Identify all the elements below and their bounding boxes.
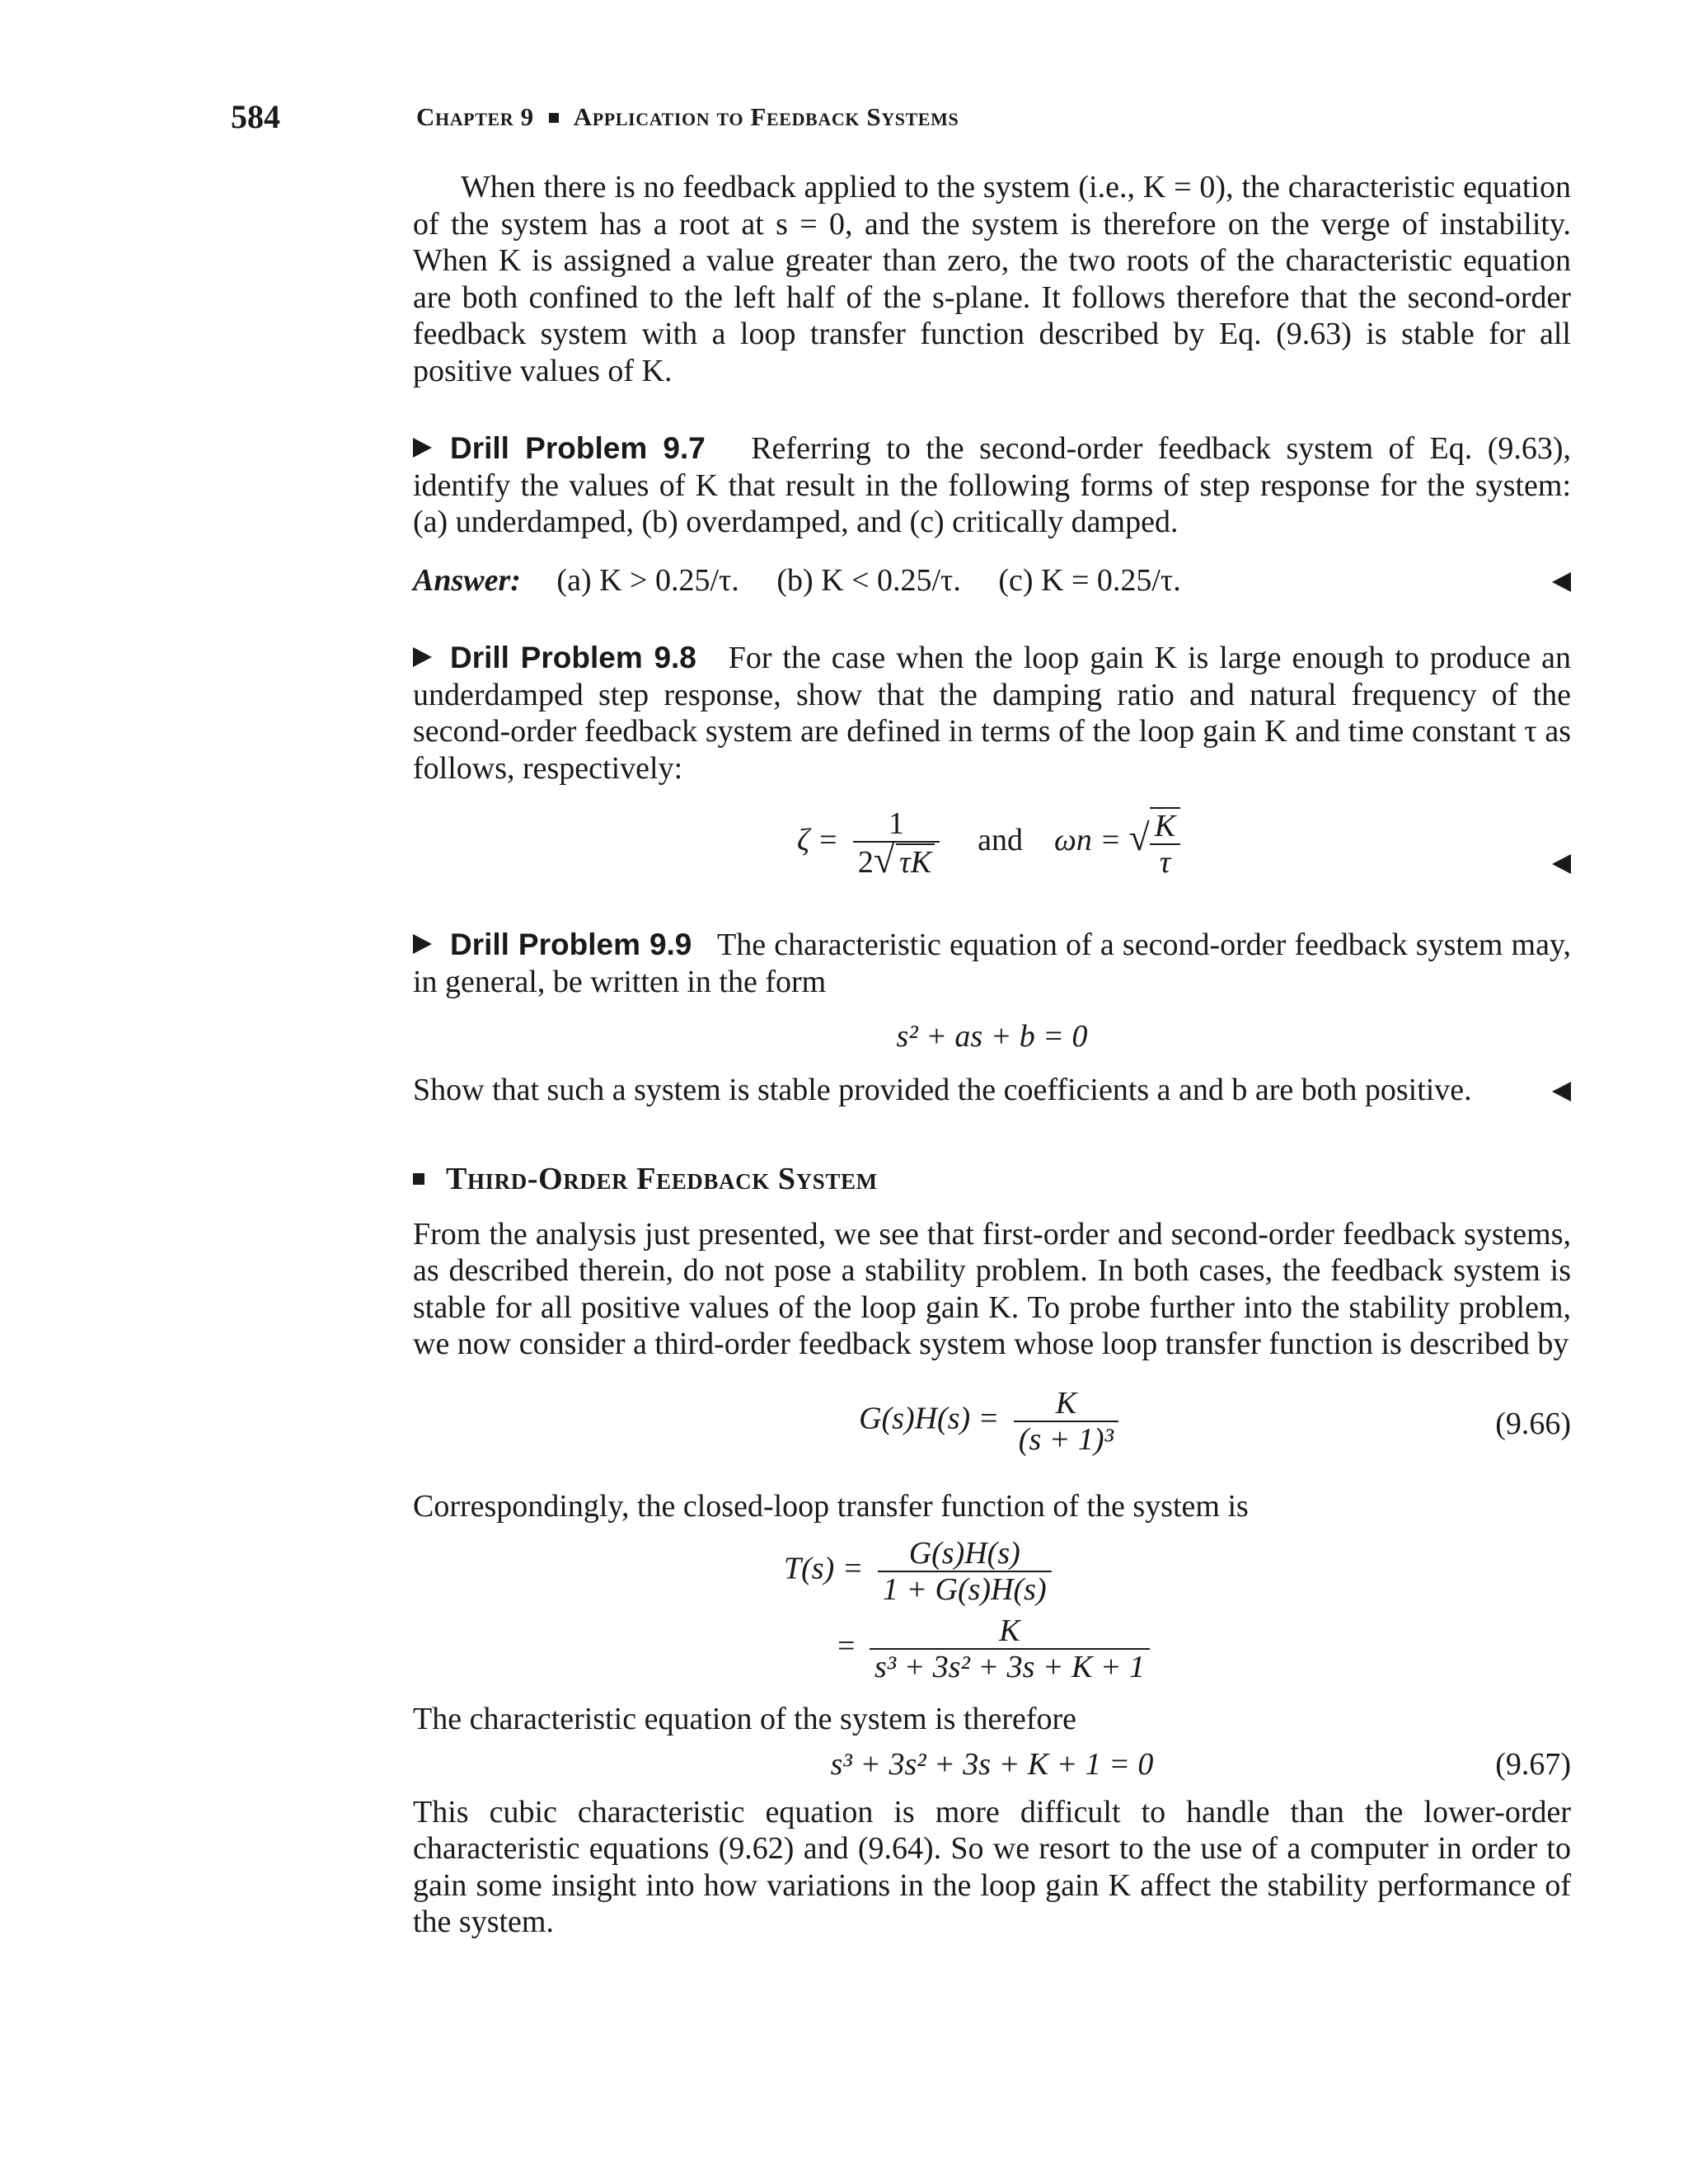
omega-lhs: ωn = bbox=[1054, 823, 1121, 858]
chapter-label: Chapter 9 bbox=[416, 102, 534, 131]
equation-number: (9.67) bbox=[1495, 1746, 1571, 1782]
drill-problem-9-7 bbox=[413, 430, 1571, 599]
drill-title: Drill Problem 9.9 bbox=[450, 928, 692, 961]
and-word: and bbox=[978, 823, 1023, 858]
omega-denominator: τ bbox=[1159, 844, 1171, 880]
section-heading bbox=[413, 1161, 1571, 1198]
zeta-den-coef: 2 bbox=[857, 845, 874, 880]
triangle-left-icon bbox=[1552, 854, 1571, 874]
equation-zeta-omega bbox=[413, 795, 1571, 894]
drill-title: Drill Problem 9.7 bbox=[450, 431, 706, 465]
zeta-lhs: ζ = bbox=[796, 823, 839, 858]
paragraph: The characteristic equation of the system is therefore bbox=[413, 1702, 1077, 1736]
triangle-left-icon bbox=[1552, 572, 1571, 592]
eq967-text: s³ + 3s² + 3s + K + 1 = 0 bbox=[830, 1746, 1154, 1782]
answer-c: (c) K = 0.25/τ. bbox=[998, 562, 1181, 598]
drill-text: Referring to the second-order feedback system of Eq. (9.63), identify the values of K that result in the following forms of step response for the system: (a) underdamped, (b) overdamped, and (c) critically damped. bbox=[413, 431, 1572, 539]
zeta-denominator bbox=[853, 838, 940, 881]
drill-paragraph bbox=[413, 430, 1571, 541]
t-fraction-1 bbox=[878, 1536, 1052, 1607]
t-lhs: T(s) = bbox=[784, 1551, 864, 1586]
t-numerator-1: G(s)H(s) bbox=[878, 1536, 1052, 1572]
eq966-denominator: (s + 1)³ bbox=[1018, 1421, 1114, 1457]
page-body bbox=[413, 169, 1571, 1941]
eq966-numerator: K bbox=[1014, 1386, 1118, 1422]
answer-a: (a) K > 0.25/τ. bbox=[556, 562, 739, 598]
section-title: Third-Order Feedback System bbox=[446, 1162, 878, 1196]
paragraph: Correspondingly, the closed-loop transfer function of the system is bbox=[413, 1488, 1249, 1524]
square-bullet-icon bbox=[413, 1173, 424, 1185]
triangle-right-icon bbox=[413, 647, 432, 667]
t-denominator-2: s³ + 3s² + 3s + K + 1 bbox=[874, 1650, 1146, 1684]
answer-row bbox=[413, 562, 1571, 599]
radical-icon: √ bbox=[1128, 816, 1150, 859]
eq966-lhs: G(s)H(s) = bbox=[859, 1401, 1000, 1436]
equation-second-order: s² + as + b = 0 bbox=[896, 1019, 1088, 1054]
t-denominator-1: 1 + G(s)H(s) bbox=[882, 1572, 1047, 1607]
drill-text: For the case when the loop gain K is large enough to produce an underdamped step response, show that the damping ratio and natural frequency of the second-order feedback system are defined in terms of the loop gain K and time constant τ as follows, respectively: bbox=[413, 641, 1571, 786]
drill-paragraph bbox=[413, 927, 1571, 1000]
drill-title: Drill Problem 9.8 bbox=[450, 641, 696, 674]
drill-text: Show that such a system is stable provided the coefficients a and b are both positive. bbox=[413, 1072, 1472, 1107]
drill-problem-9-8 bbox=[413, 640, 1571, 894]
zeta-den-radicand: τK bbox=[896, 843, 935, 880]
t-fraction-2 bbox=[870, 1613, 1150, 1684]
t-numerator-2: K bbox=[870, 1613, 1150, 1650]
eq966-fraction bbox=[1014, 1386, 1118, 1457]
drill-paragraph-after bbox=[413, 1072, 1571, 1109]
equation-9-67 bbox=[413, 1743, 1571, 1789]
triangle-right-icon bbox=[413, 934, 432, 954]
equation-closed-loop bbox=[413, 1524, 1571, 1698]
omega-numerator: K bbox=[1150, 809, 1180, 845]
paragraph: When there is no feedback applied to the system (i.e., K = 0), the characteristic equation of the system has a root at s = 0, and the system is therefore on the verge of instability. When K is assigned a value greater than zero, the two roots of the characteristic equation are both confined to the left half of the s-plane. It follows therefore that the second-order feedback system with a loop transfer function described by Eq. (9.63) is stable for all positive values of K. bbox=[413, 170, 1571, 388]
page-number: 584 bbox=[231, 98, 280, 135]
radical-icon: √ bbox=[873, 838, 895, 881]
equation-number: (9.66) bbox=[1495, 1406, 1571, 1441]
answer-b: (b) K < 0.25/τ. bbox=[776, 562, 961, 598]
triangle-left-icon bbox=[1552, 1082, 1571, 1101]
t-equals-2: = bbox=[837, 1628, 856, 1664]
omega-fraction bbox=[1150, 807, 1180, 880]
zeta-fraction bbox=[853, 806, 940, 880]
zeta-numerator: 1 bbox=[853, 806, 940, 843]
triangle-right-icon bbox=[413, 438, 432, 458]
drill-problem-9-9 bbox=[413, 927, 1571, 1108]
paragraph: From the analysis just presented, we see that first-order and second-order feedback systems, as described therein, do not pose a stability problem. In both cases, the feedback system is stable for all positive values of the loop gain K. To probe further into the stability problem, we now consider a third-order feedback system whose loop transfer function is described by bbox=[413, 1216, 1571, 1361]
running-head bbox=[416, 102, 959, 132]
paragraph: This cubic characteristic equation is more difficult to handle than the lower-order characteristic equations (9.62) and (9.64). So we resort to the use of a computer in order to gain some insight into how variations in the loop gain K affect the stability performance of the system. bbox=[413, 1794, 1571, 1939]
chapter-title: Application to Feedback Systems bbox=[573, 102, 959, 131]
equation-9-66 bbox=[413, 1381, 1571, 1480]
drill-paragraph bbox=[413, 640, 1571, 787]
square-bullet-icon bbox=[549, 113, 559, 123]
answer-label: Answer: bbox=[413, 562, 521, 598]
drill-text: The characteristic equation of a second-order feedback system may, in general, be written in the form bbox=[413, 928, 1572, 999]
